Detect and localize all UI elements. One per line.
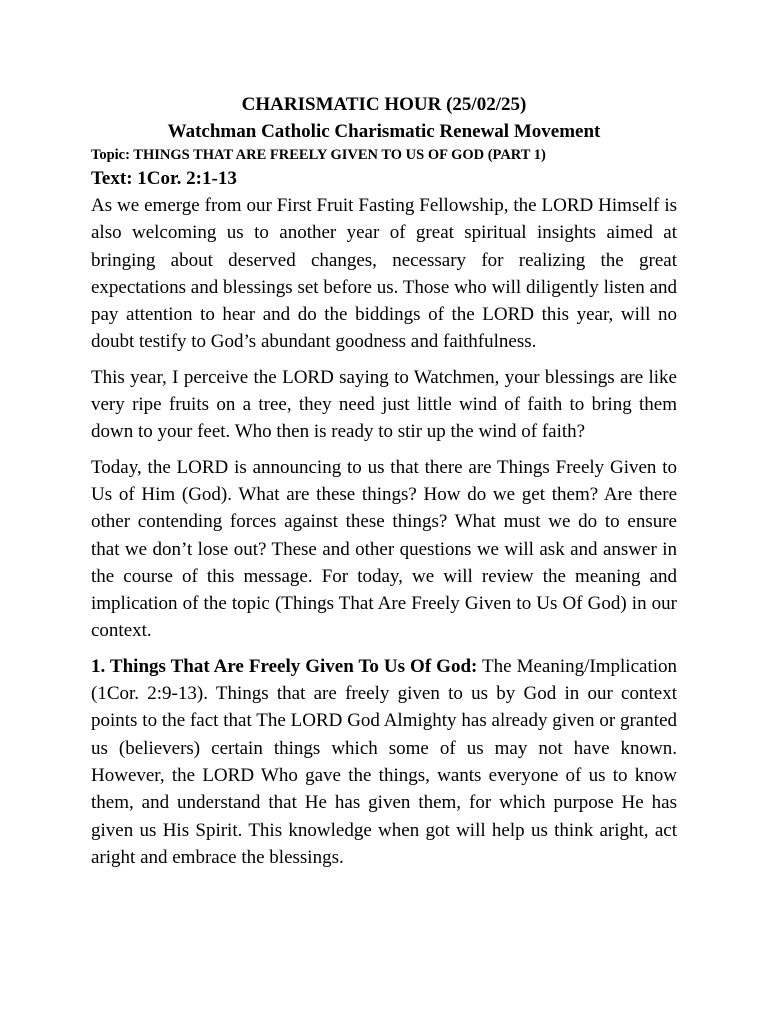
scripture-reference: Text: 1Cor. 2:1-13	[91, 168, 237, 189]
paragraph-announcement: Today, the LORD is announcing to us that there are Things Freely Given to Us of Him (God). What are these things? How do we get them? Are there other contending forces against these things? What must we do to ensure that we don’t lose out? These and other questions we will ask and answer in the course of this message. For today, we will review the meaning and implication of the topic (Things That Are Freely Given to Us Of God) in our context.	[91, 456, 677, 642]
document-title: CHARISMATIC HOUR (25/02/25)	[241, 94, 527, 115]
point-1-heading: 1. Things That Are Freely Given To Us Of God:	[91, 655, 478, 677]
organization-name: Watchman Catholic Charismatic Renewal Movement	[167, 121, 601, 142]
paragraph-perception: This year, I perceive the LORD saying to Watchmen, your blessings are like very ripe fruits on a tree, they need just little wind of faith to bring them down to your feet. Who then is ready to stir up the wind of faith?	[91, 366, 677, 443]
point-1-paragraph	[91, 653, 677, 871]
point-1-text: The Meaning/Implication (1Cor. 2:9-13). Things that are freely given to us by God in our context points to the fact that The LORD God Almighty has already given or granted us (believers) certain things which some of us may not have known. However, the LORD Who gave the things, wants everyone of us to know them, and understand that He has given them, for which purpose He has given us His Spirit. This knowledge when got will help us think aright, act aright and embrace the blessings.	[91, 655, 677, 868]
paragraph-intro: As we emerge from our First Fruit Fasting Fellowship, the LORD Himself is also welcoming us to another year of great spiritual insights aimed at bringing about deserved changes, necessary for realizing the great expectations and blessings set before us. Those who will diligently listen and pay attention to hear and do the biddings of the LORD this year, will no doubt testify to God’s abundant goodness and faithfulness.	[91, 195, 677, 353]
topic-line: Topic: THINGS THAT ARE FREELY GIVEN TO US OF GOD (PART 1)	[91, 147, 546, 163]
